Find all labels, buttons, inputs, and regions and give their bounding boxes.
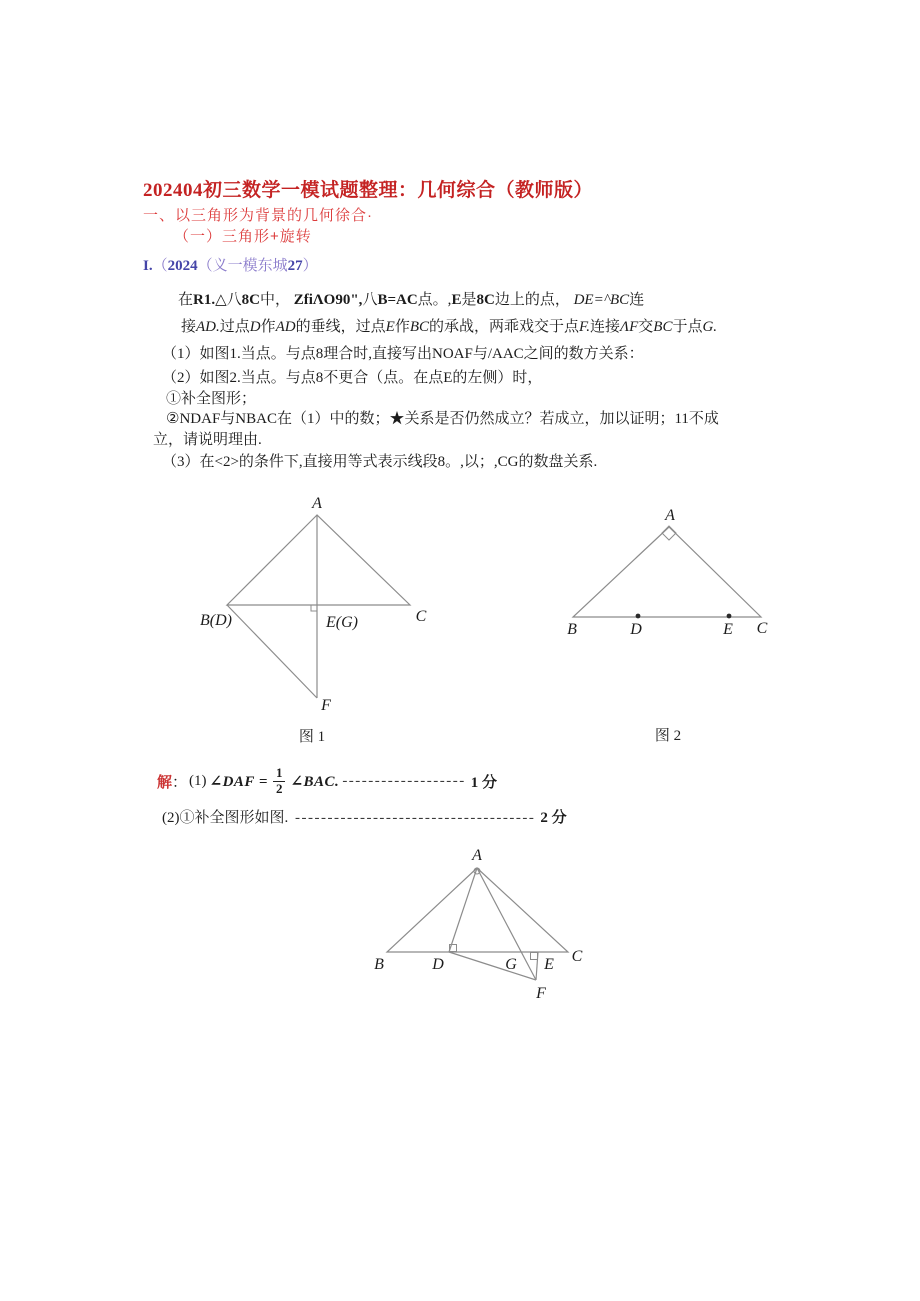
score-2: 2 分 — [540, 810, 567, 826]
fraction-denominator: 2 — [275, 780, 283, 796]
figure2-point-d — [636, 614, 641, 619]
figure1-right-angle-mark — [311, 605, 317, 611]
figure3-label-c: C — [571, 948, 583, 965]
solution-item-1-index: (1) — [189, 772, 207, 789]
document-title: 202404初三数学一模试题整理：几何综合（教师版） — [143, 180, 594, 201]
figure2-label-a: A — [665, 507, 675, 524]
solution-line-2 — [162, 806, 567, 827]
figure1-label-bd: B(D) — [200, 612, 232, 629]
problem-text-line-4: （2）如图2.当点。与点8不更合（点。在点E的左侧）时， — [162, 370, 543, 386]
figure3-label-d: D — [432, 956, 444, 973]
problem-text-line-7: 立，请说明理由. — [153, 432, 262, 448]
score-1: 1 分 — [470, 774, 497, 791]
solution-math-left: ∠DAF = — [209, 773, 268, 790]
subsection-heading: （一）三角形+旋转 — [174, 228, 312, 245]
figure2-right-angle-mark-a — [662, 526, 676, 540]
fraction-numerator: 1 — [273, 766, 286, 782]
problem-number: I.（2024（义一模东城27） — [143, 258, 318, 274]
solution-math-right: ∠BAC. — [290, 773, 340, 790]
figure3-triangle-abc — [387, 868, 568, 952]
problem-text-line-3: （1）如图1.当点。与点8理合时,直接写出NOAF与/AAC之间的数方关系： — [162, 346, 644, 362]
figure2-label-e: E — [723, 621, 733, 638]
figure1-label-f: F — [321, 697, 331, 714]
figure3-label-e: E — [544, 956, 554, 973]
solution-line-1 — [157, 761, 497, 801]
figure1-label-eg: E(G) — [326, 614, 358, 631]
figure-1 — [195, 495, 440, 755]
figure-3 — [360, 845, 605, 1015]
figure3-label-g: G — [505, 956, 517, 973]
figure1-label-c: C — [415, 608, 427, 625]
figure2-label-b: B — [567, 621, 577, 638]
figure2-label-c: C — [756, 620, 768, 637]
figure3-label-f: F — [536, 985, 546, 1002]
problem-text-line-6: ②NDAF与NBAC在（1）中的数；★关系是否仍然成立？若成立，加以证明；11不成 — [166, 411, 719, 427]
figure1-line-bf — [227, 605, 317, 698]
figure2-label-d: D — [630, 621, 642, 638]
problem-text-line-1: 在R1.△八8C中， ZfiΛO90",八B=AC点。,E是8C边上的点， DE=^BC连 — [178, 292, 645, 308]
problem-text-line-2: 接AD.过点D作AD的垂线，过点E作BC的承战，两乖戏交于点F.连接ΛF交BC于点G. — [181, 319, 718, 335]
figure1-label-a: A — [312, 495, 322, 512]
figure2-caption: 图 2 — [654, 728, 682, 744]
figure1-caption: 图 1 — [298, 729, 326, 745]
dotted-leader-1: ------------------- — [342, 772, 466, 789]
figure2-triangle-abc — [573, 527, 761, 617]
figure1-triangle-abc — [227, 515, 410, 605]
dotted-leader-2: ------------------------------------- — [295, 810, 536, 826]
figure3-right-angle-mark-e — [531, 953, 538, 960]
fraction-one-half — [273, 766, 286, 797]
section-heading: 一、以三角形为背景的几何徐合· — [143, 207, 373, 224]
figure-2 — [555, 495, 790, 755]
solution-colon: ： — [172, 774, 188, 791]
solution-marker: 解 — [157, 774, 173, 791]
problem-text-line-8: （3）在<2>的条件下,直接用等式表示线段8。,以；,CG的数盘关系. — [162, 454, 598, 470]
solution-item-2-text: (2)①补全图形如图. — [162, 810, 292, 826]
figure3-label-b: B — [374, 956, 384, 973]
figure3-label-a: A — [472, 847, 482, 864]
problem-text-line-5: ①补全图形； — [166, 391, 257, 407]
figure2-point-e — [727, 614, 732, 619]
